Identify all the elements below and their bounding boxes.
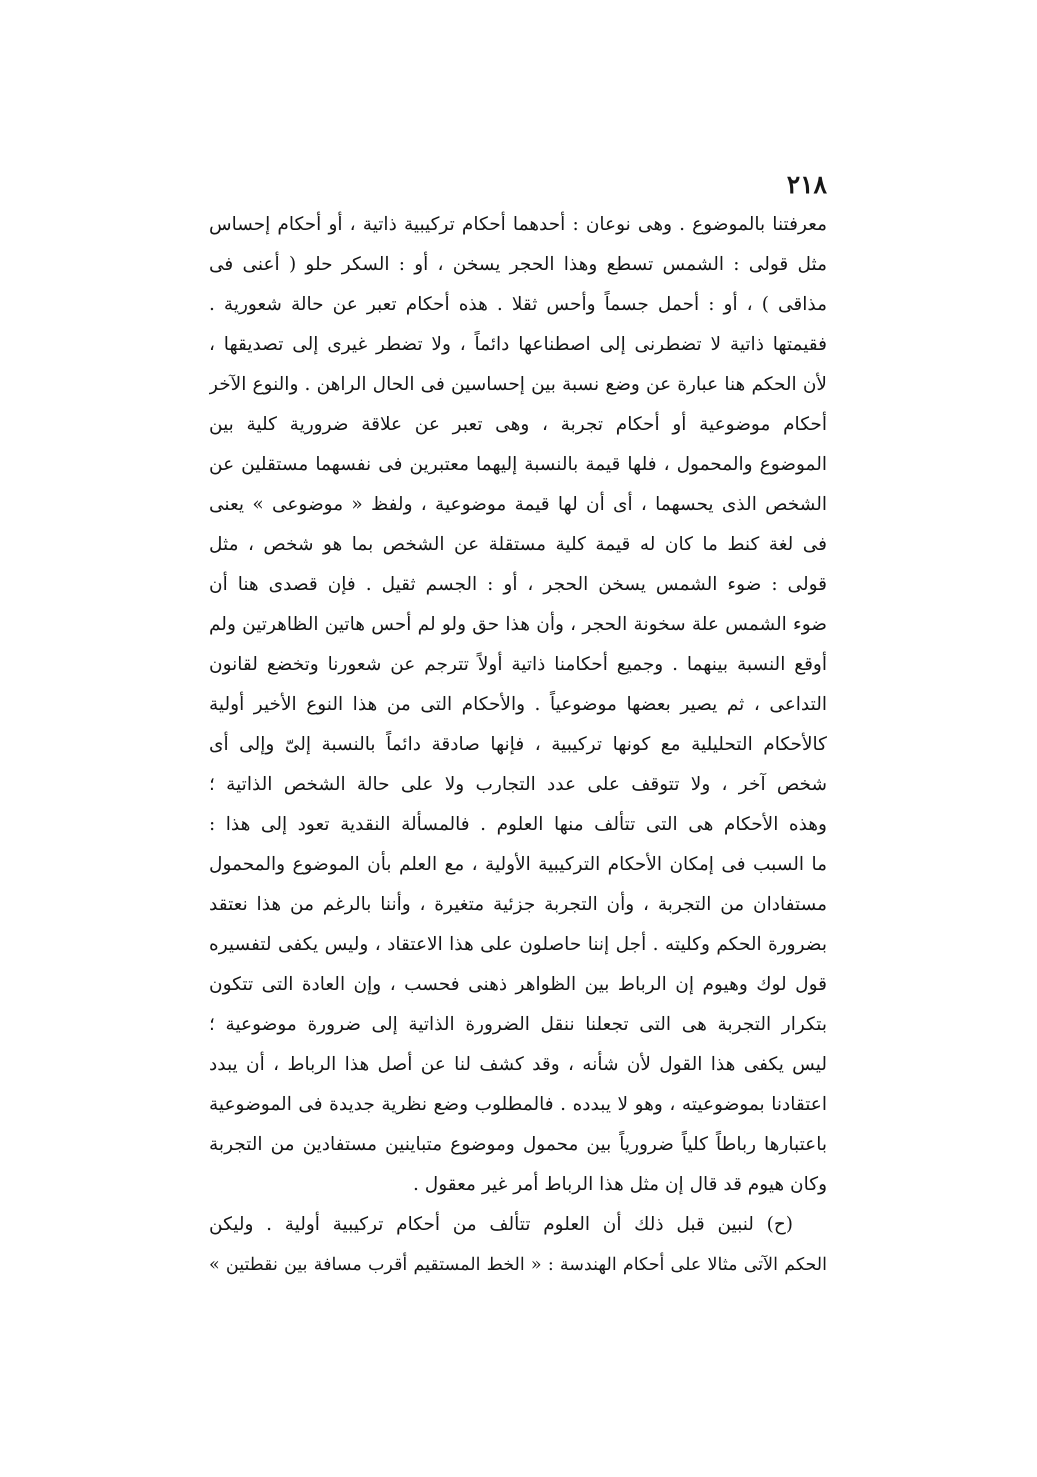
text-line: باعتبارها رباطاً كلياً ضرورياً بين محمول وموضوع متباينين مستفادين من التجربة <box>209 1134 827 1155</box>
text-line: وهذه الأحكام هى التى تتألف منها العلوم . فالمسألة النقدية تعود إلى هذا : <box>209 814 827 835</box>
text-line: مستفادان من التجربة ، وأن التجربة جزئية متغيرة ، وأننا بالرغم من هذا نعتقد <box>209 894 827 915</box>
text-line: كالأحكام التحليلية مع كونها تركيبية ، فإنها صادقة دائماً بالنسبة إلىّ وإلى أى <box>209 734 827 755</box>
text-line: معرفتنا بالموضوع . وهى نوعان : أحدهما أحكام تركيبية ذاتية ، أو أحكام إحساس <box>209 214 827 235</box>
text-line: الشخص الذى يحسهما ، أى أن لها قيمة موضوعية ، ولفظ « موضوعى » يعنى <box>209 494 827 515</box>
text-line: أوقع النسبة بينهما . وجميع أحكامنا ذاتية أولاً تترجم عن شعورنا وتخضع لقانون <box>209 654 827 675</box>
text-line: التداعى ، ثم يصير بعضها موضوعياً . والأحكام التى من هذا النوع الأخير أولية <box>209 694 827 715</box>
text-line: الحكم الآتى مثالا على أحكام الهندسة : « الخط المستقيم أقرب مسافة بين نقطتين » <box>209 1255 827 1275</box>
text-line: فى لغة كنط ما كان له قيمة كلية مستقلة عن الشخص بما هو شخص ، مثل <box>209 534 827 555</box>
text-line: لأن الحكم هنا عبارة عن وضع نسبة بين إحساسين فى الحال الراهن . والنوع الآخر <box>209 374 827 395</box>
body-text <box>209 205 827 1285</box>
text-line: ضوء الشمس علة سخونة الحجر ، وأن هذا حق ولو لم أحس هاتين الظاهرتين ولم <box>209 614 827 635</box>
text-line: فقيمتها ذاتية لا تضطرنى إلى اصطناعها دائماً ، ولا تضطر غيرى إلى تصديقها ، <box>209 334 827 355</box>
text-line: بضرورة الحكم وكليته . أجل إننا حاصلون على هذا الاعتقاد ، وليس يكفى لتفسيره <box>209 934 827 955</box>
text-line: بتكرار التجربة هى التى تجعلنا ننقل الضرورة الذاتية إلى ضرورة موضوعية ؛ <box>209 1014 827 1035</box>
text-line: شخص آخر ، ولا تتوقف على عدد التجارب ولا على حالة الشخص الذاتية ؛ <box>209 774 827 795</box>
text-line: وكان هيوم قد قال إن مثل هذا الرباط أمر غير معقول . <box>413 1174 827 1195</box>
text-line: ما السبب فى إمكان الأحكام التركيبية الأولية ، مع العلم بأن الموضوع والمحمول <box>209 854 827 875</box>
text-line: أحكام موضوعية أو أحكام تجربة ، وهى تعبر عن علاقة ضرورية كلية بين <box>209 414 827 435</box>
text-line: قول لوك وهيوم إن الرباط بين الظواهر ذهنى فحسب ، وإن العادة التى تتكون <box>209 974 827 995</box>
text-line: مثل قولى : الشمس تسطع وهذا الحجر يسخن ، أو : السكر حلو ( أعنى فى <box>209 254 827 275</box>
paragraph-start-line: (ح) لنبين قبل ذلك أن العلوم تتألف من أحكام تركيبية أولية . وليكن <box>209 1214 793 1235</box>
text-line: الموضوع والمحمول ، فلها قيمة بالنسبة إليهما معتبرين فى نفسهما مستقلين عن <box>209 454 827 475</box>
text-line: ليس يكفى هذا القول لأن شأنه ، وقد كشف لنا عن أصل هذا الرباط ، أن يبدد <box>209 1054 827 1075</box>
text-line: اعتقادنا بموضوعيته ، وهو لا يبدده . فالمطلوب وضع نظرية جديدة فى الموضوعية <box>209 1094 827 1115</box>
text-line: مذاقى ) ، أو : أحمل جسماً وأحس ثقلا . هذه أحكام تعبر عن حالة شعورية . <box>209 294 827 315</box>
text-line: قولى : ضوء الشمس يسخن الحجر ، أو : الجسم ثقيل . فإن قصدى هنا أن <box>209 574 827 595</box>
page-number: ٢١٨ <box>786 170 827 199</box>
